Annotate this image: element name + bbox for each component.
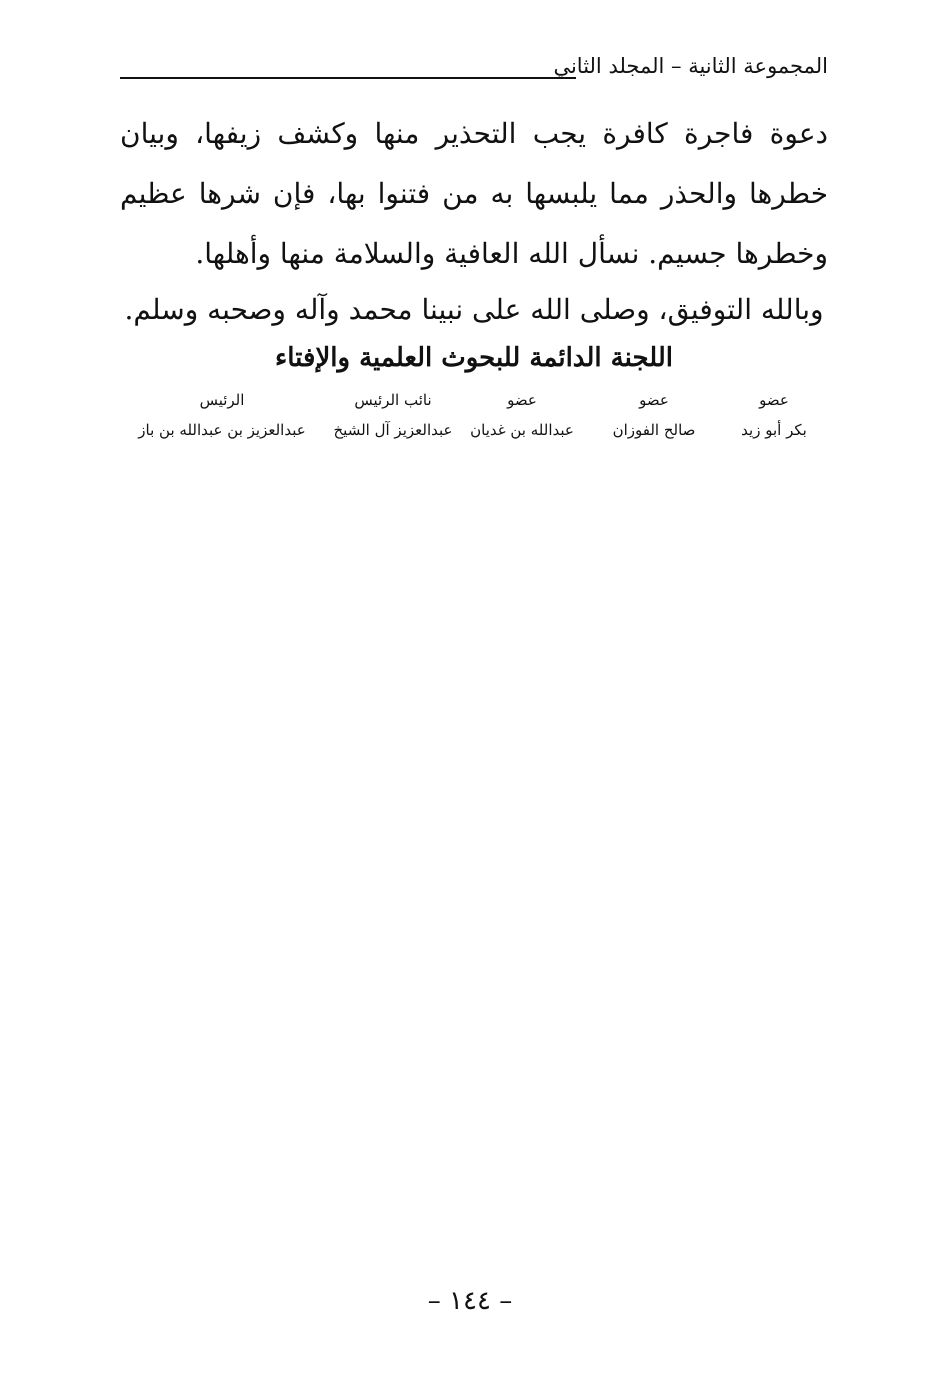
signatory-name: عبدالعزيز بن عبدالله بن باز bbox=[138, 421, 306, 439]
signatory-role: عضو bbox=[759, 391, 789, 409]
page-header bbox=[120, 52, 828, 86]
signatory-name: عبدالعزيز آل الشيخ bbox=[333, 421, 453, 439]
committee-title: اللجنة الدائمة للبحوث العلمية والإفتاء bbox=[275, 343, 673, 373]
signatory-3 bbox=[454, 388, 590, 442]
closing-line: وبالله التوفيق، وصلى الله على نبينا محمد وآله وصحبه وسلم. bbox=[124, 293, 824, 326]
signatory-2 bbox=[598, 388, 710, 442]
page-number: – ١٤٤ – bbox=[427, 1286, 513, 1316]
running-header-title: المجموعة الثانية – المجلد الثاني bbox=[553, 54, 828, 78]
body-paragraph: دعوة فاجرة كافرة يجب التحذير منها وكشف زيفها، وبيان خطرها والحذر مما يلبسها به من فتنوا بها، فإن شرها عظيم وخطرها جسيم. نسأل الله العافية والسلامة منها وأهلها. bbox=[120, 117, 828, 270]
signatory-role: عضو bbox=[639, 391, 669, 409]
signatory-role: نائب الرئيس bbox=[354, 391, 432, 409]
signatory-1 bbox=[716, 388, 832, 442]
signatory-name: بكر أبو زيد bbox=[741, 421, 807, 439]
signatory-role: الرئيس bbox=[199, 391, 245, 409]
header-rule bbox=[120, 77, 576, 79]
signatory-name: عبدالله بن غديان bbox=[470, 421, 574, 439]
signatory-4 bbox=[324, 388, 462, 442]
signatory-5 bbox=[124, 388, 320, 442]
main-text bbox=[120, 104, 828, 284]
signatory-name: صالح الفوزان bbox=[612, 421, 696, 439]
signatory-role: عضو bbox=[507, 391, 537, 409]
